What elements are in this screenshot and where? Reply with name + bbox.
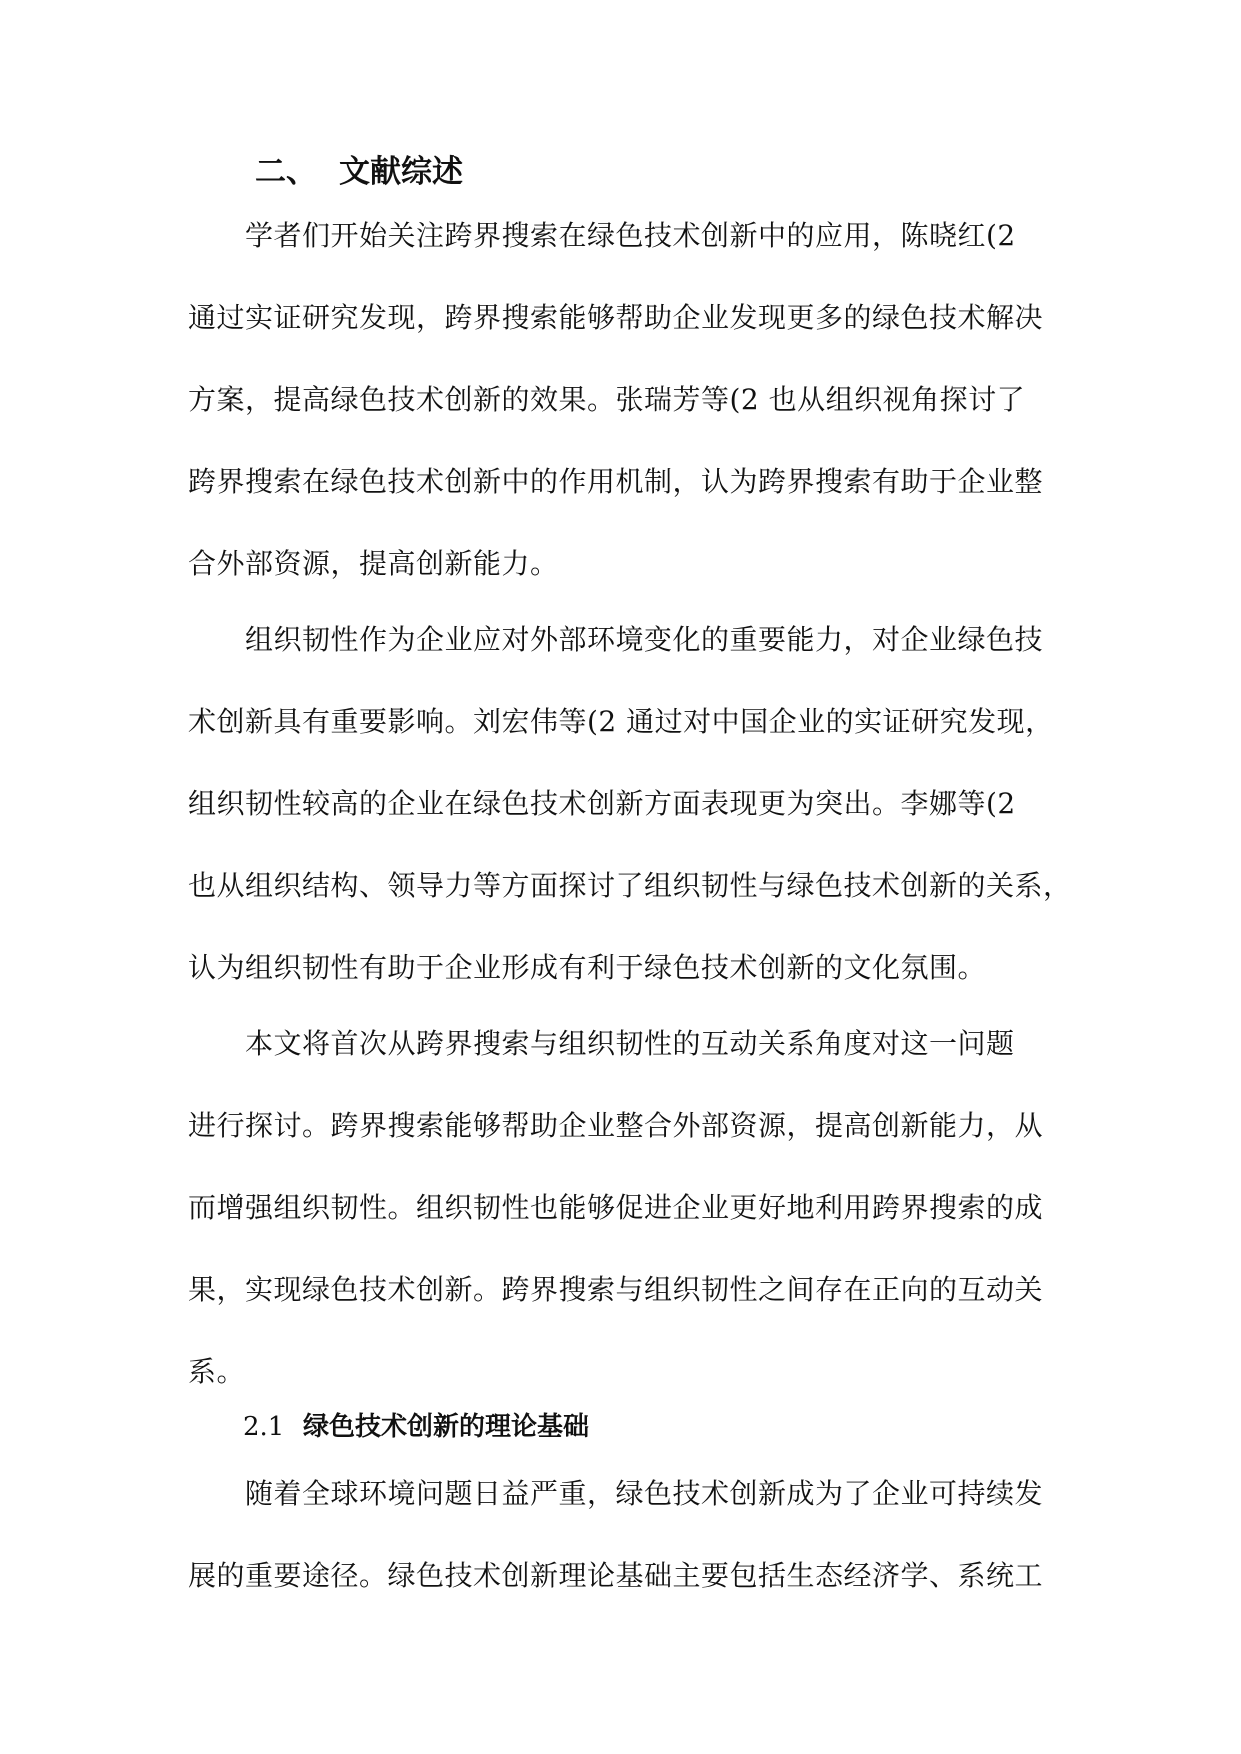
- paragraph-line: 而增强组织韧性。组织韧性也能够促进企业更好地利用跨界搜索的成: [188, 1191, 1044, 1224]
- paragraph-line: 随着全球环境问题日益严重，绿色技术创新成为了企业可持续发: [245, 1477, 1044, 1510]
- paragraph-line: 组织韧性较高的企业在绿色技术创新方面表现更为突出。李娜等(2: [188, 787, 1016, 820]
- paragraph-line: 进行探讨。跨界搜索能够帮助企业整合外部资源，提高创新能力，从: [188, 1109, 1044, 1142]
- paragraph-line: 跨界搜索在绿色技术创新中的作用机制，认为跨界搜索有助于企业整: [188, 465, 1044, 498]
- paragraph-line: 也从组织结构、领导力等方面探讨了组织韧性与绿色技术创新的关系，: [188, 869, 1072, 902]
- paragraph-line: 认为组织韧性有助于企业形成有利于绿色技术创新的文化氛围。: [188, 951, 987, 984]
- paragraph-line: 组织韧性作为企业应对外部环境变化的重要能力，对企业绿色技: [245, 623, 1044, 656]
- paragraph-line: 通过实证研究发现，跨界搜索能够帮助企业发现更多的绿色技术解决: [188, 301, 1044, 334]
- paragraph-line: 术创新具有重要影响。刘宏伟等(2 通过对中国企业的实证研究发现，: [188, 705, 1054, 738]
- section-title: 文献综述: [339, 154, 463, 190]
- paragraph-line: 展的重要途径。绿色技术创新理论基础主要包括生态经济学、系统工: [188, 1559, 1044, 1592]
- paragraph-line: 方案，提高绿色技术创新的效果。张瑞芳等(2 也从组织视角探讨了: [188, 383, 1026, 416]
- paragraph-line: 合外部资源，提高创新能力。: [188, 547, 559, 580]
- section-heading: [255, 152, 463, 192]
- paragraph-line: 学者们开始关注跨界搜索在绿色技术创新中的应用，陈晓红(2: [245, 219, 1016, 252]
- section-number: 二、: [255, 154, 317, 190]
- paragraph-line: 果，实现绿色技术创新。跨界搜索与组织韧性之间存在正向的互动关: [188, 1273, 1044, 1306]
- paragraph-line: 系。: [188, 1355, 246, 1388]
- subsection-heading: [243, 1409, 589, 1445]
- subsection-title: 绿色技术创新的理论基础: [303, 1412, 590, 1442]
- subsection-number: 2.1: [243, 1412, 285, 1442]
- paragraph-line: 本文将首次从跨界搜索与组织韧性的互动关系角度对这一问题: [245, 1027, 1015, 1060]
